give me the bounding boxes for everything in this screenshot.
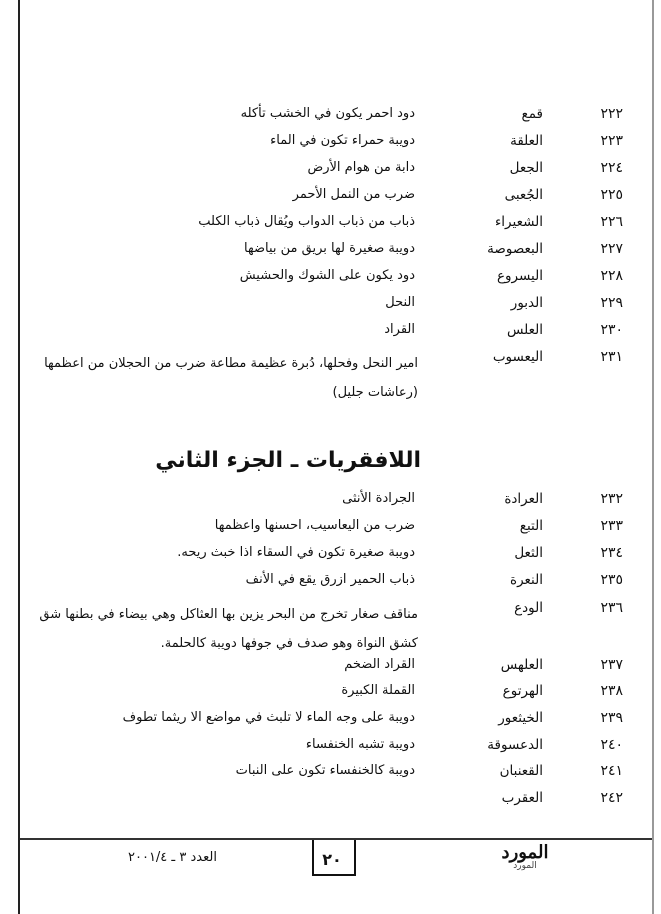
- entry-description: دويبة تشبه الخنفساء: [305, 737, 415, 752]
- entry-number: ٢٢٣: [600, 133, 623, 149]
- entry-name: الخيثعور: [498, 710, 543, 726]
- entry-name: الدبور: [510, 295, 543, 311]
- entry-row: [0, 518, 661, 542]
- journal-logo: [495, 842, 555, 876]
- entry-description: دويبة كالخنفساء تكون على النبات: [235, 763, 415, 778]
- entry-description: دويبة صغيرة تكون في السقاء اذا خبث ريحه.: [177, 545, 415, 560]
- entry-name: قمع: [521, 106, 543, 122]
- entry-description: ضرب من اليعاسيب، احسنها واعظمها: [214, 518, 415, 533]
- entry-name: الدعسوقة: [487, 737, 543, 753]
- entry-row: [0, 763, 661, 787]
- entry-name: اليعسوب: [492, 349, 543, 365]
- entry-number: ٢٣٥: [600, 572, 623, 588]
- page-number: ٢٠: [322, 850, 342, 869]
- entry-row: [0, 790, 661, 814]
- entry-description: القراد: [384, 322, 415, 337]
- entry-number: ٢٣٨: [600, 683, 623, 699]
- entry-description: دويبة حمراء تكون في الماء: [270, 133, 415, 148]
- entry-description: دابة من هوام الأرض: [307, 160, 415, 175]
- entry-number: ٢٣٦: [600, 600, 623, 616]
- entry-number: ٢٢٧: [600, 241, 623, 257]
- entry-name: البعصوصة: [487, 241, 543, 257]
- entry-description: دود احمر يكون في الخشب تأكله: [240, 106, 415, 121]
- entry-description: مناقف صغار تخرج من البحر يزين بها العثاكل وهي بيضاء في بطنها شق كشق النواة وهو صدف في جوفها دويبة كالحلمة.: [39, 607, 418, 651]
- entry-number: ٢٣٣: [600, 518, 623, 534]
- entry-description: النحل: [385, 295, 415, 310]
- entry-description: ذباب من ذباب الدواب ويُقال ذباب الكلب: [198, 214, 415, 229]
- entry-row: [0, 133, 661, 157]
- entry-row: [0, 572, 661, 596]
- entry-number: ٢٢٢: [600, 106, 623, 122]
- entry-row: [0, 683, 661, 707]
- logo-subtext: المورد: [513, 861, 537, 871]
- entry-row: [0, 241, 661, 265]
- entry-row: [0, 545, 661, 569]
- entry-name: النعرة: [510, 572, 543, 588]
- entry-description: دود يكون على الشوك والحشيش: [239, 268, 415, 283]
- entry-number: ٢٣٢: [600, 491, 623, 507]
- issue-label: العدد ٣ ـ ٢٠٠١/٤: [128, 850, 217, 865]
- entry-name: العلقة: [510, 133, 543, 149]
- entry-number: ٢٣١: [600, 349, 623, 365]
- entry-row: [0, 322, 661, 346]
- entry-row: [0, 600, 661, 651]
- entry-row: [0, 657, 661, 681]
- entry-number: ٢٣٩: [600, 710, 623, 726]
- entry-row: [0, 491, 661, 515]
- entry-row: [0, 349, 661, 400]
- entry-number: ٢٣٠: [600, 322, 623, 338]
- entry-number: ٢٢٩: [600, 295, 623, 311]
- logo-text: المورد: [501, 842, 549, 863]
- entry-row: [0, 295, 661, 319]
- entry-name: الودع: [514, 600, 543, 616]
- entry-name: الجعل: [509, 160, 543, 176]
- entry-number: ٢٢٥: [600, 187, 623, 203]
- entry-name: التبع: [519, 518, 543, 534]
- entry-number: ٢٢٦: [600, 214, 623, 230]
- entry-number: ٢٤٠: [600, 737, 623, 753]
- entry-number: ٢٤٢: [600, 790, 623, 806]
- entry-description: القملة الكبيرة: [341, 683, 415, 698]
- entry-name: العقرب: [501, 790, 543, 806]
- entry-row: [0, 160, 661, 184]
- entry-name: العلهس: [500, 657, 543, 673]
- entry-description: دويبة صغيرة لها بريق من بياضها: [244, 241, 415, 256]
- entry-row: [0, 214, 661, 238]
- entry-number: ٢٣٧: [600, 657, 623, 673]
- page-footer: [0, 828, 661, 888]
- entry-name: القعنبان: [499, 763, 543, 779]
- entry-description: ضرب من النمل الأحمر: [292, 187, 415, 202]
- entry-description: الجرادة الأنثى: [342, 491, 415, 506]
- section-title: اللافقريات ـ الجزء الثاني: [155, 448, 421, 473]
- entry-name: الثعل: [514, 545, 543, 561]
- entry-description: ذباب الحمير ازرق يقع في الأنف: [245, 572, 415, 587]
- entry-description: امير النحل وفحلها، دُبرة عظيمة مطاعة ضرب من الحجلان من اعظمها (رعاشات جليل): [44, 356, 418, 400]
- entry-description: دويبة على وجه الماء لا تلبث في مواضع الا ريثما تطوف: [122, 710, 415, 725]
- entry-description: القراد الضخم: [344, 657, 415, 672]
- entry-name: اليسروع: [496, 268, 543, 284]
- entry-number: ٢٣٤: [600, 545, 623, 561]
- entry-row: [0, 710, 661, 734]
- entry-number: ٢٤١: [600, 763, 623, 779]
- entry-name: العلس: [506, 322, 543, 338]
- entry-row: [0, 187, 661, 211]
- entry-name: الهرتوع: [502, 683, 543, 699]
- entry-name: العرادة: [504, 491, 543, 507]
- entry-name: الشعيراء: [494, 214, 543, 230]
- entry-number: ٢٢٤: [600, 160, 623, 176]
- entry-row: [0, 737, 661, 761]
- entry-row: [0, 268, 661, 292]
- entry-number: ٢٢٨: [600, 268, 623, 284]
- entry-name: الجُعبى: [504, 187, 543, 203]
- entry-row: [0, 106, 661, 130]
